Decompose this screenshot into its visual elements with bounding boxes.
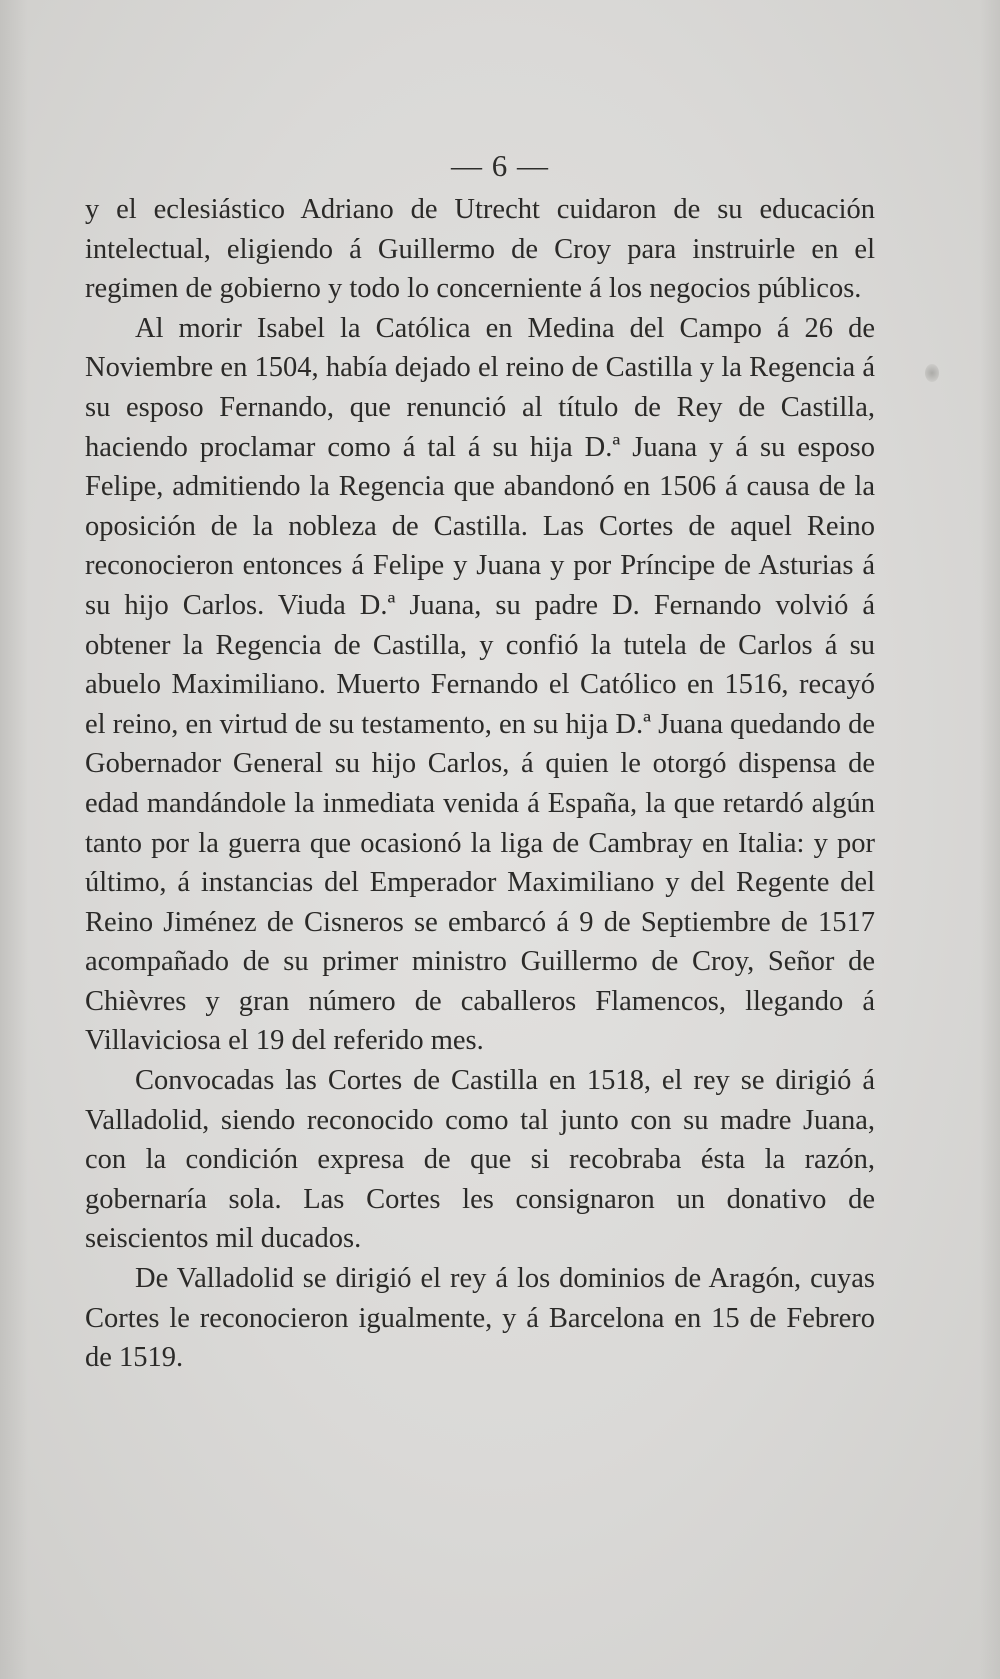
page-edge-shadow-left: [0, 0, 28, 1679]
paragraph-valladolid-aragon: De Valladolid se dirigió el rey á los dominios de Aragón, cuyas Cortes le reconocieron igualmente, y á Barcelona en 15 de Febrero de 1519.: [85, 1263, 875, 1374]
page-number: — 6 —: [451, 148, 549, 183]
body-text: [85, 190, 875, 1378]
page-edge-shadow-right: [980, 0, 1000, 1679]
paragraph-continuation: y el eclesiástico Adriano de Utrecht cuidaron de su educación intelectual, eligiendo á Guillermo de Croy para instruirle en el regimen de gobierno y todo lo concerniente á los negocios públicos.: [85, 194, 875, 305]
paragraph-cortes-castilla: Convocadas las Cortes de Castilla en 1518, el rey se dirigió á Valladolid, siendo reconocido como tal junto con su madre Juana, con la condición expresa de que si recobraba ésta la razón, gobernaría sola. Las Cortes les consignaron un donativo de seiscientos mil ducados.: [85, 1065, 875, 1255]
paper-blemish: [925, 364, 939, 382]
paragraph-isabel-death: Al morir Isabel la Católica en Medina del Campo á 26 de Noviembre en 1504, había dejado el reino de Castilla y la Regencia á su esposo Fernando, que renunció al título de Rey de Castilla, haciendo proclamar como á tal á su hija D.ª Juana y á su esposo Felipe, admitiendo la Regencia que abandonó en 1506 á causa de la oposición de la nobleza de Castilla. Las Cortes de aquel Reino reconocieron entonces á Felipe y Juana y por Príncipe de Asturias á su hijo Carlos. Viuda D.ª Juana, su padre D. Fernando volvió á obtener la Regencia de Castilla, y confió la tutela de Carlos á su abuelo Maximiliano. Muerto Fernando el Católico en 1516, recayó el reino, en virtud de su testamento, en su hija D.ª Juana quedando de Gobernador General su hijo Carlos, á quien le otorgó dispensa de edad mandándole la inmediata venida á España, la que retardó algún tanto por la guerra que ocasionó la liga de Cambray en Italia: y por último, á instancias del Emperador Maximiliano y del Regente del Reino Jiménez de Cisneros se embarcó á 9 de Septiembre de 1517 acompañado de su primer ministro Guillermo de Croy, Señor de Chièvres y gran número de caballeros Flamencos, llegando á Villaviciosa el 19 del referido mes.: [85, 312, 875, 1057]
